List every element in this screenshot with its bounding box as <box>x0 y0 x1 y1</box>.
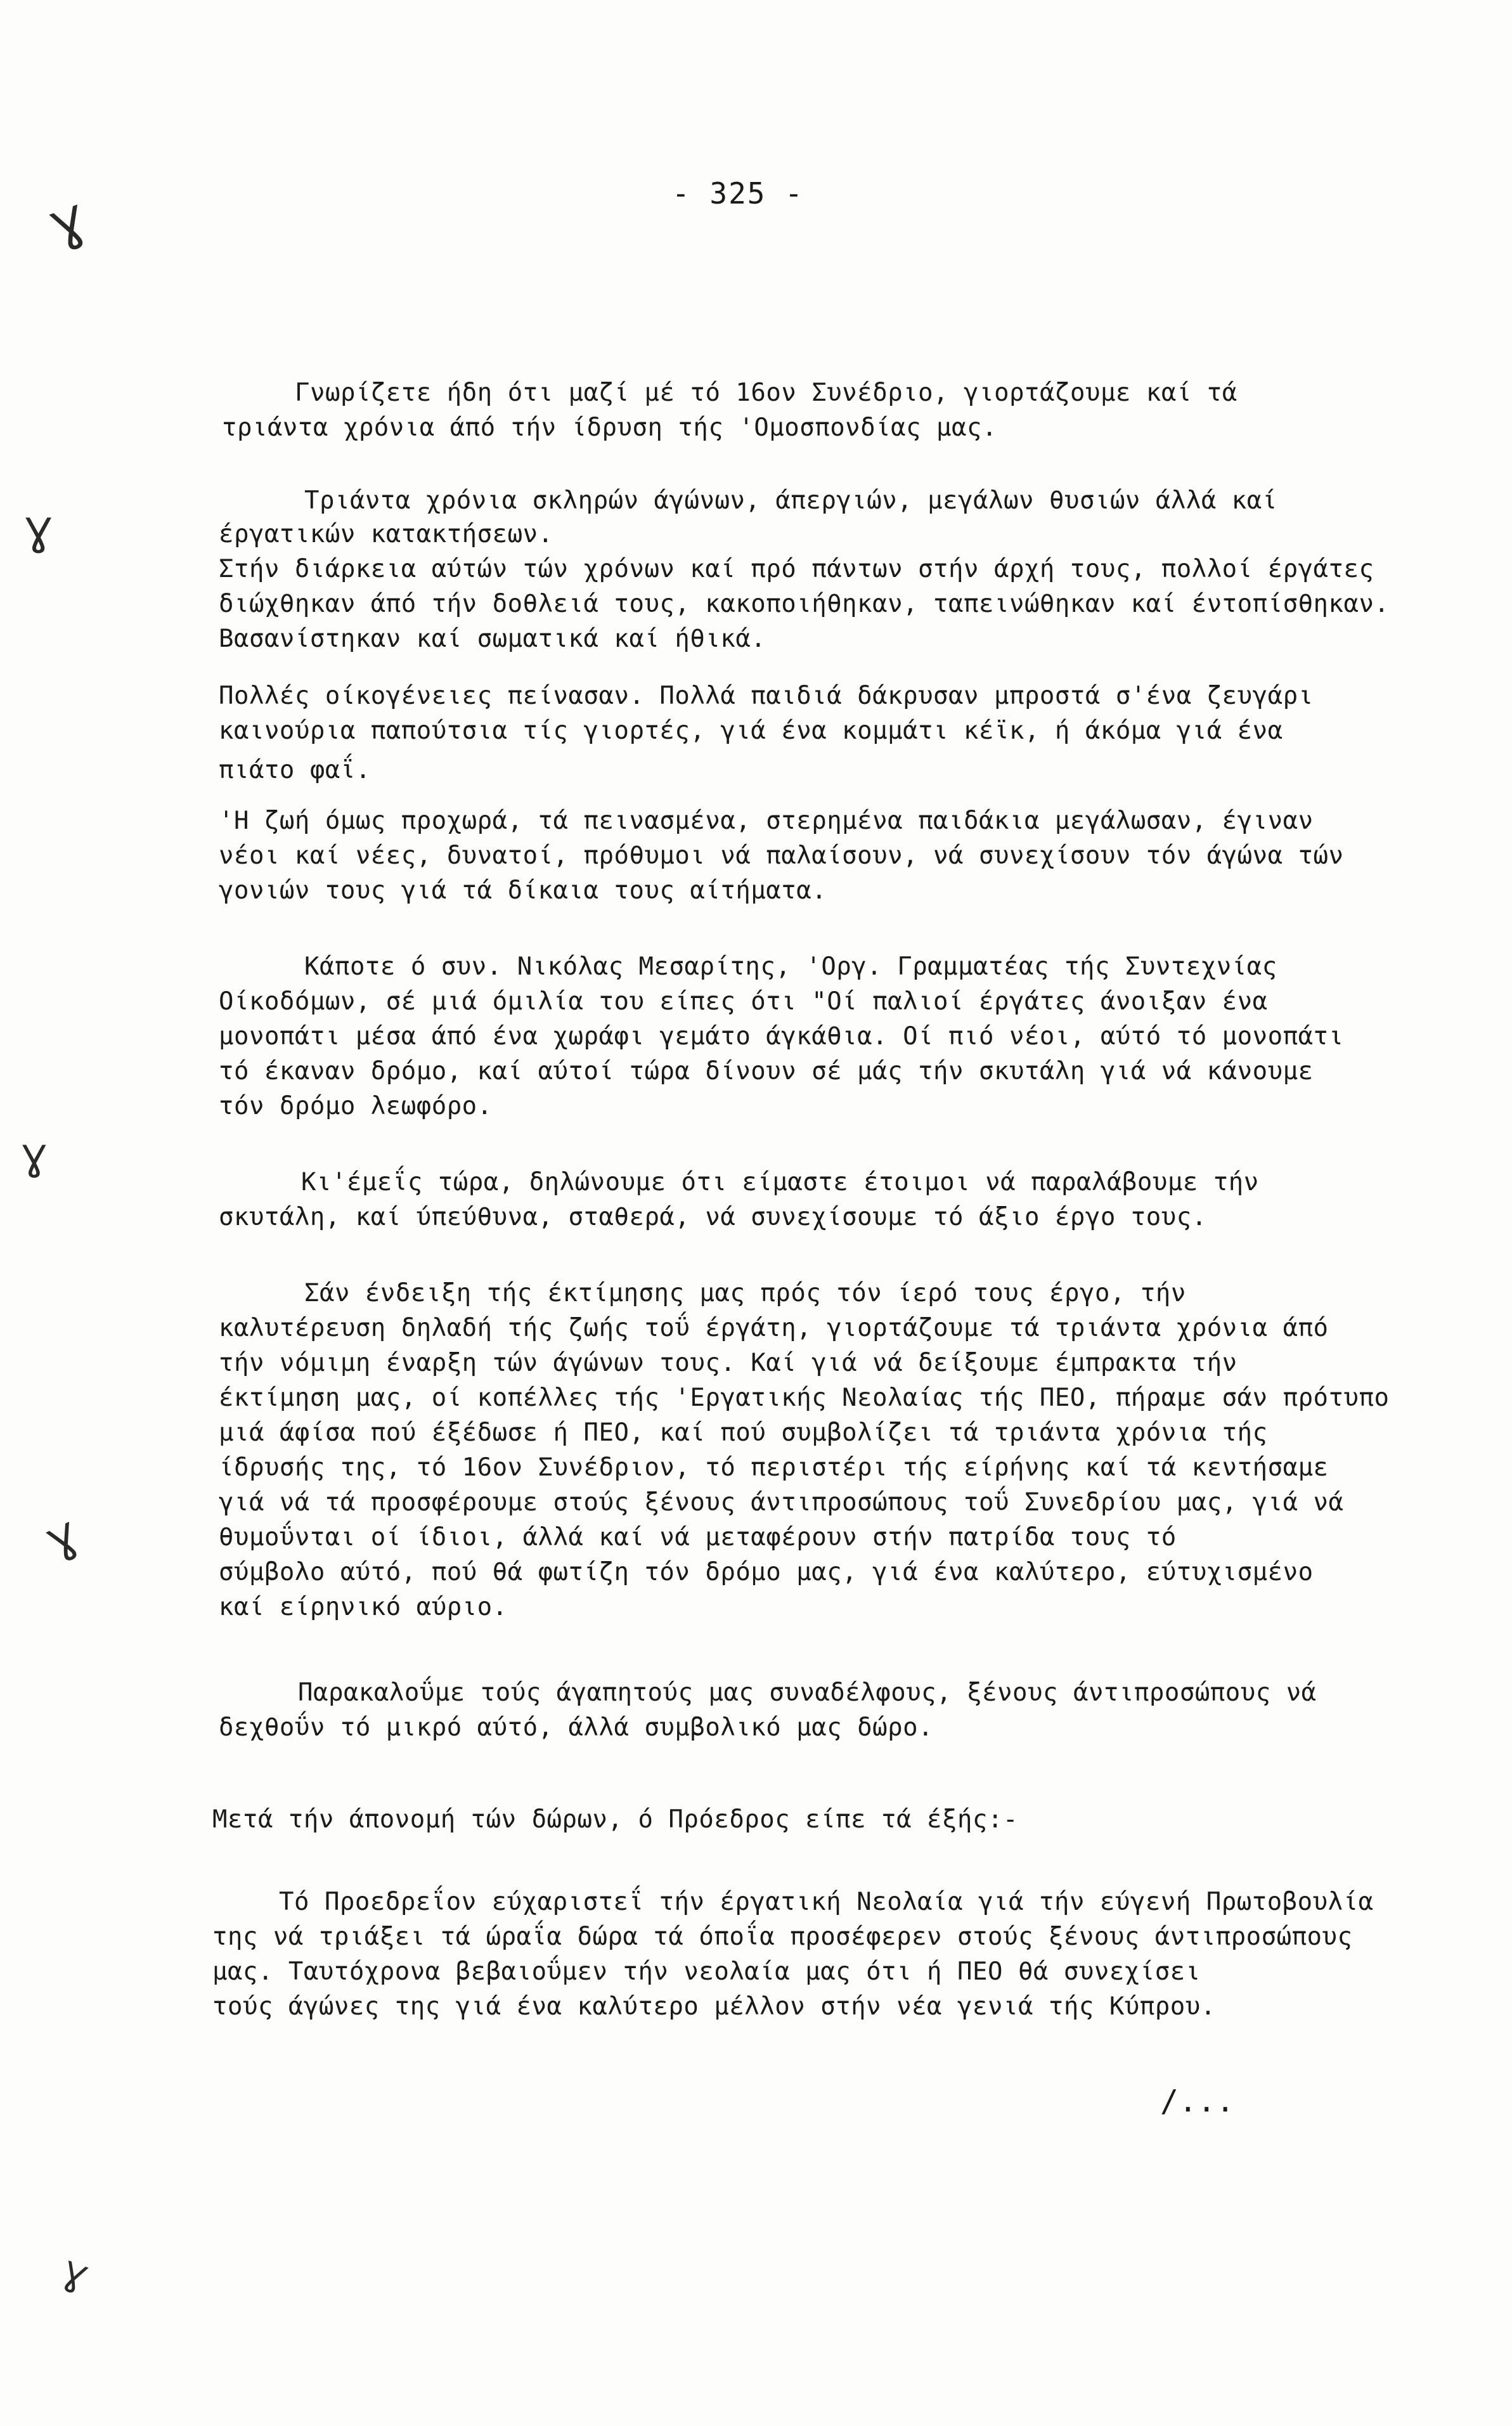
page-number: - 325 - <box>672 176 804 211</box>
text-line: 'Η ζωή όμως προχωρά, τά πεινασμένα, στερημένα παιδάκια μεγάλωσαν, έγιναν <box>219 807 1314 835</box>
text-line: Οίκοδόμων, σέ μιά όμιλία του είπες ότι "Οί παλιοί έργάτες άνοιξαν ένα <box>219 987 1268 1016</box>
text-line: μονοπάτι μέσα άπό ένα χωράφι γεμάτο άγκάθια. Οί πιό νέοι, αύτό τό μονοπάτι <box>219 1022 1344 1051</box>
text-line: γιά νά τά προσφέρουμε στούς ξένους άντιπροσώπους τοΰ Συνεδρίου μας, γιά νά <box>219 1488 1344 1517</box>
text-line: μιά άφίσα πού έξέδωσε ή ΠΕΟ, καί πού συμβολίζει τά τριάντα χρόνια τής <box>219 1418 1268 1447</box>
text-line: Κάποτε ό συν. Νικόλας Μεσαρίτης, 'Οργ. Γραμματέας τής Συντεχνίας <box>304 952 1277 981</box>
text-line: τριάντα χρόνια άπό τήν ίδρυση τής 'Ομοσπονδίας μας. <box>222 413 997 442</box>
text-line: τούς άγώνες της γιά ένα καλύτερο μέλλον στήν νέα γενιά τής Κύπρου. <box>212 1992 1216 2021</box>
text-line: σύμβολο αύτό, πού θά φωτίζη τόν δρόμο μας, γιά ένα καλύτερο, εύτυχισμένο <box>219 1558 1314 1586</box>
text-line: Τριάντα χρόνια σκληρών άγώνων, άπεργιών, μεγάλων θυσιών άλλά καί <box>304 486 1277 515</box>
text-line: διώχθηκαν άπό τήν δοθλειά τους, κακοποιήθηκαν, ταπεινώθηκαν καί έντοπίσθηκαν. <box>219 590 1390 618</box>
margin-mark: Ɣ <box>42 1515 86 1567</box>
text-line: δεχθοΰν τό μικρό αύτό, άλλά συμβολικό μας δώρο. <box>219 1713 934 1742</box>
margin-mark: Ɣ <box>25 510 52 555</box>
text-line: θυμοΰνται οί ίδιοι, άλλά καί νά μεταφέρουν στήν πατρίδα τους τό <box>219 1523 1177 1552</box>
text-line: καινούρια παπούτσια τίς γιορτές, γιά ένα κομμάτι κέϊκ, ή άκόμα γιά ένα <box>219 717 1283 745</box>
text-line: πιάτο φαΐ. <box>219 756 371 784</box>
text-line: τό έκαναν δρόμο, καί αύτοί τώρα δίνουν σέ μάς τήν σκυτάλη γιά νά κάνουμε <box>219 1057 1314 1086</box>
text-line: Γνωρίζετε ήδη ότι μαζί μέ τό 16ον Συνέδριο, γιορτάζουμε καί τά <box>295 379 1237 407</box>
text-line: σκυτάλη, καί ύπεύθυνα, σταθερά, νά συνεχίσουμε τό άξιο έργο τους. <box>219 1203 1207 1231</box>
text-line: Στήν διάρκεια αύτών τών χρόνων καί πρό πάντων στήν άρχή τους, πολλοί έργάτες <box>219 555 1374 583</box>
margin-mark: Ɣ <box>58 2254 91 2297</box>
text-line: έκτίμηση μας, οί κοπέλλες τής 'Εργατικής Νεολαίας τής ΠΕΟ, πήραμε σάν πρότυπο <box>219 1384 1390 1412</box>
text-line: Πολλές οίκογένειες πείνασαν. Πολλά παιδιά δάκρυσαν μπροστά σ'ένα ζευγάρι <box>219 682 1314 710</box>
text-line: νέοι καί νέες, δυνατοί, πρόθυμοι νά παλαίσουν, νά συνεχίσουν τόν άγώνα τών <box>219 841 1344 870</box>
text-line: καλυτέρευση δηλαδή τής ζωής τοΰ έργάτη, γιορτάζουμε τά τριάντα χρόνια άπό <box>219 1314 1329 1342</box>
text-line: Σάν ένδειξη τής έκτίμησης μας πρός τόν ίερό τους έργο, τήν <box>304 1279 1186 1307</box>
text-line: τήν νόμιμη έναρξη τών άγώνων τους. Καί γιά νά δείξουμε έμπρακτα τήν <box>219 1349 1237 1377</box>
margin-mark: Ɣ <box>46 196 93 256</box>
text-line: τόν δρόμο λεωφόρο. <box>219 1092 493 1120</box>
text-line: ίδρυσής της, τό 16ον Συνέδριον, τό περιστέρι τής είρήνης καί τά κεντήσαμε <box>219 1453 1329 1482</box>
text-line: Μετά τήν άπονομή τών δώρων, ό Πρόεδρος είπε τά έξής:- <box>212 1805 1018 1834</box>
text-line: Κι'έμεΐς τώρα, δηλώνουμε ότι είμαστε έτοιμοι νά παραλάβουμε τήν <box>301 1168 1259 1197</box>
text-line: γονιών τους γιά τά δίκαια τους αίτήματα. <box>219 876 827 905</box>
text-line: Τό Προεδρεΐον εύχαριστεΐ τήν έργατική Νεολαία γιά τήν εύγενή Πρωτοβουλία <box>279 1888 1374 1916</box>
margin-mark: Ɣ <box>22 1138 46 1179</box>
text-line: της νά τριάξει τά ώραΐα δώρα τά όποΐα προσέφερεν στούς ξένους άντιπροσώπους <box>212 1923 1353 1951</box>
continuation-mark: /... <box>1160 2084 1235 2119</box>
text-line: Παρακαλοΰμε τούς άγαπητούς μας συναδέλφους, ξένους άντιπροσώπους νά <box>298 1678 1317 1707</box>
text-line: καί είρηνικό αύριο. <box>219 1593 508 1621</box>
text-line: μας. Ταυτόχρονα βεβαιοΰμεν τήν νεολαία μας ότι ή ΠΕΟ θά συνεχίσει <box>212 1957 1201 1986</box>
text-line: Βασανίστηκαν καί σωματικά καί ήθικά. <box>219 625 766 653</box>
text-line: έργατικών κατακτήσεων. <box>219 520 553 548</box>
